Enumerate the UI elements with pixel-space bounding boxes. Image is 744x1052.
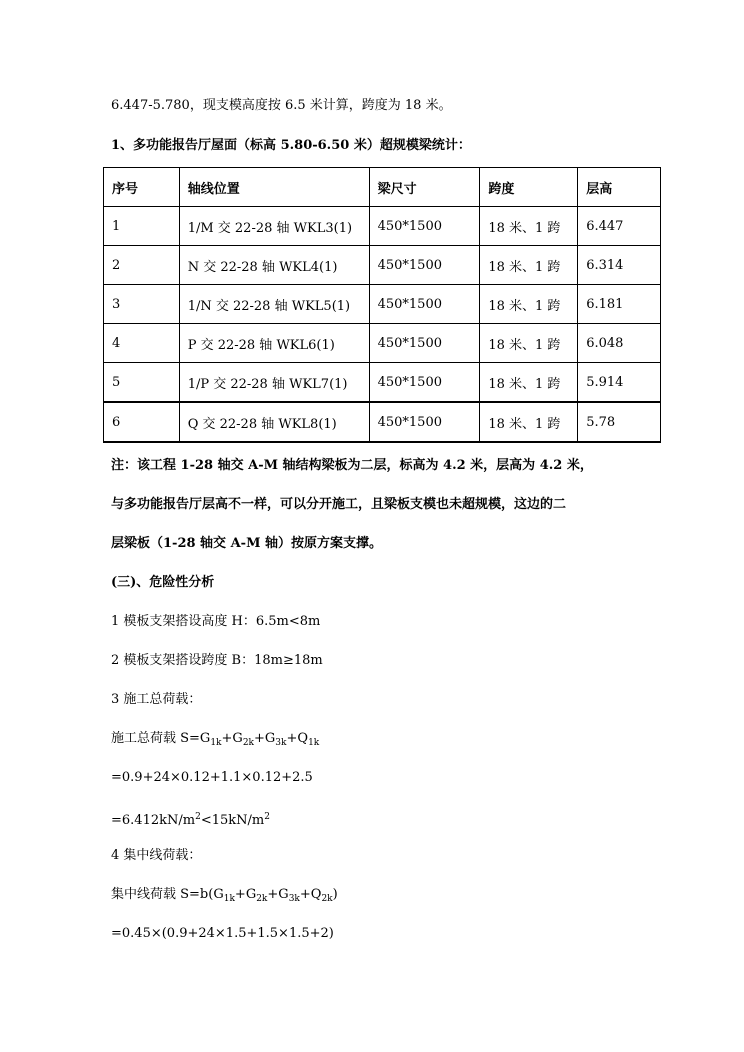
superscript: 2 xyxy=(195,812,201,822)
cell-span: 18 米、1 跨 xyxy=(480,402,578,442)
cell-index: 4 xyxy=(104,324,180,363)
header-beam-size: 梁尺寸 xyxy=(369,168,480,207)
cell-floor-height: 6.181 xyxy=(578,285,661,324)
note-line-2: 与多功能报告厅层高不一样，可以分开施工，且梁板支模也未超规模，这边的二 xyxy=(111,497,567,512)
cell-beam-size: 450*1500 xyxy=(369,402,480,442)
header-axis-position: 轴线位置 xyxy=(179,168,369,207)
cell-axis-position: N 交 22-28 轴 WKL4(1) xyxy=(179,246,369,285)
subscript: 2k xyxy=(242,738,254,748)
analysis-item-span: 2 模板支架搭设跨度 B：18m≥18m xyxy=(111,653,323,668)
note-line-3: 层梁板（1-28 轴交 A-M 轴）按原方案支撑。 xyxy=(111,536,382,551)
analysis-item-line-load: 4 集中线荷载： xyxy=(111,848,202,863)
cell-floor-height: 5.914 xyxy=(578,363,661,403)
cell-floor-height: 5.78 xyxy=(578,402,661,442)
table-row xyxy=(104,363,661,403)
cell-axis-position: 1/P 交 22-28 轴 WKL7(1) xyxy=(179,363,369,403)
section-title: 1、多功能报告厅屋面（标高 5.80-6.50 米）超规模梁统计： xyxy=(111,138,471,153)
cell-floor-height: 6.447 xyxy=(578,207,661,246)
cell-span: 18 米、1 跨 xyxy=(480,363,578,403)
subscript: 2k xyxy=(256,894,268,904)
cell-beam-size: 450*1500 xyxy=(369,246,480,285)
total-load-result xyxy=(111,809,270,829)
analysis-item-height: 1 模板支架搭设高度 H：6.5m<8m xyxy=(111,614,321,629)
cell-index: 3 xyxy=(104,285,180,324)
cell-span: 18 米、1 跨 xyxy=(480,324,578,363)
cell-axis-position: Q 交 22-28 轴 WKL8(1) xyxy=(179,402,369,442)
result-limit: <15kN/m xyxy=(200,813,265,828)
plus-sign: + xyxy=(221,731,233,746)
cell-index: 2 xyxy=(104,246,180,285)
cell-index: 1 xyxy=(104,207,180,246)
cell-axis-position: 1/M 交 22-28 轴 WKL3(1) xyxy=(179,207,369,246)
close-paren: ) xyxy=(332,887,338,902)
subscript: 3k xyxy=(288,894,300,904)
cell-span: 18 米、1 跨 xyxy=(480,207,578,246)
cell-beam-size: 450*1500 xyxy=(369,207,480,246)
plus-sign: + xyxy=(254,731,265,746)
table-row xyxy=(104,324,661,363)
header-span: 跨度 xyxy=(480,168,578,207)
cell-axis-position: 1/N 交 22-28 轴 WKL5(1) xyxy=(179,285,369,324)
analysis-item-total-load: 3 施工总荷载： xyxy=(111,692,202,707)
table-row xyxy=(104,207,661,246)
table-row xyxy=(104,246,661,285)
table-header-row xyxy=(104,168,661,207)
cell-floor-height: 6.048 xyxy=(578,324,661,363)
cell-index: 5 xyxy=(104,363,180,403)
header-index: 序号 xyxy=(104,168,180,207)
cell-floor-height: 6.314 xyxy=(578,246,661,285)
formula-prefix: 集中线荷载 S=b(G xyxy=(111,887,224,902)
intro-line: 6.447-5.780，现支模高度按 6.5 米计算，跨度为 18 米。 xyxy=(111,98,452,113)
subscript: 1k xyxy=(223,894,235,904)
subscript: 1k xyxy=(210,738,222,748)
cell-index: 6 xyxy=(104,402,180,442)
cell-axis-position: P 交 22-28 轴 WKL6(1) xyxy=(179,324,369,363)
superscript: 2 xyxy=(264,812,270,822)
plus-sign: + xyxy=(299,887,311,902)
total-load-formula: 施工总荷载 $S=G_{1k}+G_{2k}+G_{3k}+Q_{1k}$ xyxy=(111,731,320,748)
beam-statistics-table xyxy=(103,167,661,443)
plus-sign: + xyxy=(267,887,279,902)
table-row xyxy=(104,285,661,324)
plus-sign: + xyxy=(234,887,246,902)
note-line-1: 注：该工程 1-28 轴交 A-M 轴结构梁板为二层，标高为 4.2 米，层高为 4.2 米， xyxy=(111,458,593,473)
formula-prefix: 施工总荷载 S=G xyxy=(111,731,211,746)
cell-beam-size: 450*1500 xyxy=(369,324,480,363)
total-load-calc: =0.9+24×0.12+1.1×0.12+2.5 xyxy=(111,770,313,785)
header-floor-height: 层高 xyxy=(578,168,661,207)
subscript: 2k xyxy=(321,894,333,904)
subscript: 3k xyxy=(275,738,287,748)
line-load-calc: =0.45×(0.9+24×1.5+1.5×1.5+2) xyxy=(111,926,334,941)
table-row xyxy=(104,402,661,442)
cell-beam-size: 450*1500 xyxy=(369,363,480,403)
line-load-formula: 集中线荷载 $S=b(G_{1k}+G_{2k}+G_{3k}+Q_{2k})$ xyxy=(111,887,338,904)
cell-span: 18 米、1 跨 xyxy=(480,246,578,285)
cell-span: 18 米、1 跨 xyxy=(480,285,578,324)
cell-beam-size: 450*1500 xyxy=(369,285,480,324)
plus-sign: + xyxy=(286,731,298,746)
subscript: 1k xyxy=(308,738,320,748)
analysis-title: (三)、危险性分析 xyxy=(111,575,215,590)
result-value: =6.412kN/m xyxy=(111,813,196,828)
